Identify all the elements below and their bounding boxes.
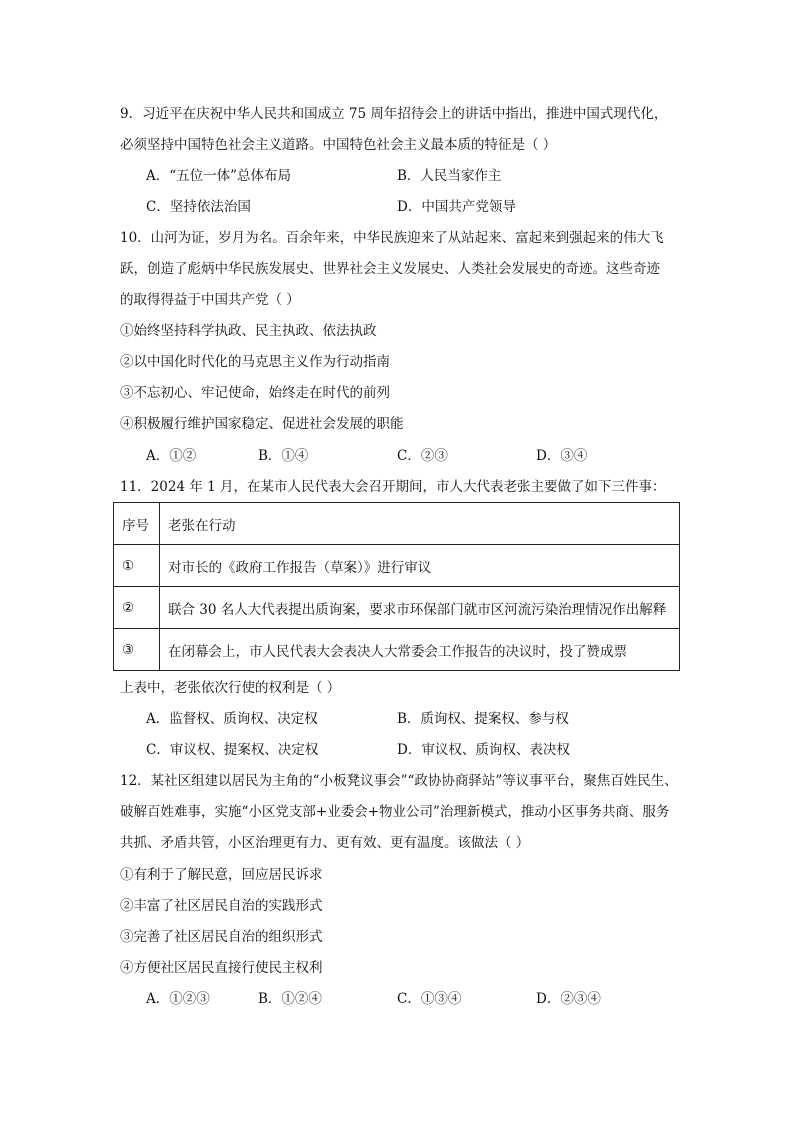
q10-stem-line1: 10．山河为证，岁月为名。百余年来，中华民族迎来了从站起来、富起来到强起来的伟大飞	[120, 230, 664, 246]
q12-item-3: ③完善了社区居民自治的组织形式	[120, 929, 323, 945]
q10-stem-line2: 跃，创造了彪炳中华民族发展史、世界社会主义发展史、人类社会发展史的奇迹。这些奇迹	[120, 261, 660, 277]
q12-option-c: C．①③④	[397, 991, 462, 1007]
q12-stem-line2: 破解百姓难事，实施“小区党支部+业委会+物业公司”治理新模式，推动小区事务共商、服务	[120, 804, 670, 820]
table-cell-index: ①	[114, 545, 160, 587]
q11-option-b: B．质询权、提案权、参与权	[397, 711, 569, 727]
q10-item-4: ④积极履行维护国家稳定、促进社会发展的职能	[120, 416, 404, 432]
table-header-row	[114, 503, 680, 545]
table-cell-index: ②	[114, 587, 160, 629]
table-cell-index: ③	[114, 629, 160, 671]
q12-option-b: B．①②④	[258, 991, 322, 1007]
q10-option-a: A．①②	[146, 448, 197, 464]
q9-option-c: C．坚持依法治国	[146, 199, 251, 215]
q10-item-2: ②以中国化时代化的马克思主义作为行动指南	[120, 354, 390, 370]
q11-stem-line1: 11．2024 年 1 月，在某市人民代表大会召开期间，市人大代表老张主要做了如下三件事：	[120, 479, 666, 495]
q12-option-d: D．②③④	[536, 991, 601, 1007]
q11-option-d: D．审议权、质询权、表决权	[397, 742, 570, 758]
q10-stem-line3: 的取得得益于中国共产党（ ）	[120, 292, 300, 308]
q10-item-1: ①始终坚持科学执政、民主执政、依法执政	[120, 323, 377, 339]
q9-stem-line1: 9．习近平在庆祝中华人民共和国成立 75 周年招待会上的讲话中指出，推进中国式现代化，	[120, 106, 668, 122]
table-header-action: 老张在行动	[160, 503, 680, 545]
q11-after-table: 上表中，老张依次行使的权利是（ ）	[120, 680, 341, 696]
q10-option-c: C．②③	[397, 448, 448, 464]
q10-option-d: D．③④	[536, 448, 588, 464]
q11-table	[113, 502, 680, 671]
q12-option-a: A．①②③	[146, 991, 210, 1007]
q9-stem-line2: 必须坚持中国特色社会主义道路。中国特色社会主义最本质的特征是（ ）	[120, 137, 557, 153]
table-cell-action: 联合 30 名人大代表提出质询案，要求市环保部门就市区河流污染治理情况作出解释	[160, 587, 680, 629]
q11-option-c: C．审议权、提案权、决定权	[146, 742, 319, 758]
q12-stem-line3: 共抓、矛盾共管，小区治理更有力、更有效、更有温度。该做法（ ）	[120, 835, 530, 851]
q9-option-a: A．“五位一体”总体布局	[146, 168, 292, 184]
q12-stem-line1: 12．某社区组建以居民为主角的“小板凳议事会”“政协协商驿站”等议事平台，聚焦百姓民生、	[120, 773, 678, 789]
q12-item-4: ④方便社区居民直接行使民主权利	[120, 960, 323, 976]
table-cell-action: 对市长的《政府工作报告（草案）》进行审议	[160, 545, 680, 587]
q12-item-2: ②丰富了社区居民自治的实践形式	[120, 898, 323, 914]
q11-option-a: A．监督权、质询权、决定权	[146, 711, 318, 727]
q9-option-b: B．人民当家作主	[397, 168, 502, 184]
table-row	[114, 545, 680, 587]
q9-option-d: D．中国共产党领导	[397, 199, 516, 215]
table-row	[114, 587, 680, 629]
q12-item-1: ①有利于了解民意，回应居民诉求	[120, 867, 323, 883]
q10-option-b: B．①④	[258, 448, 309, 464]
table-header-index: 序号	[114, 503, 160, 545]
q10-item-3: ③不忘初心、牢记使命，始终走在时代的前列	[120, 385, 390, 401]
table-row	[114, 629, 680, 671]
table-cell-action: 在闭幕会上，市人民代表大会表决人大常委会工作报告的决议时，投了赞成票	[160, 629, 680, 671]
